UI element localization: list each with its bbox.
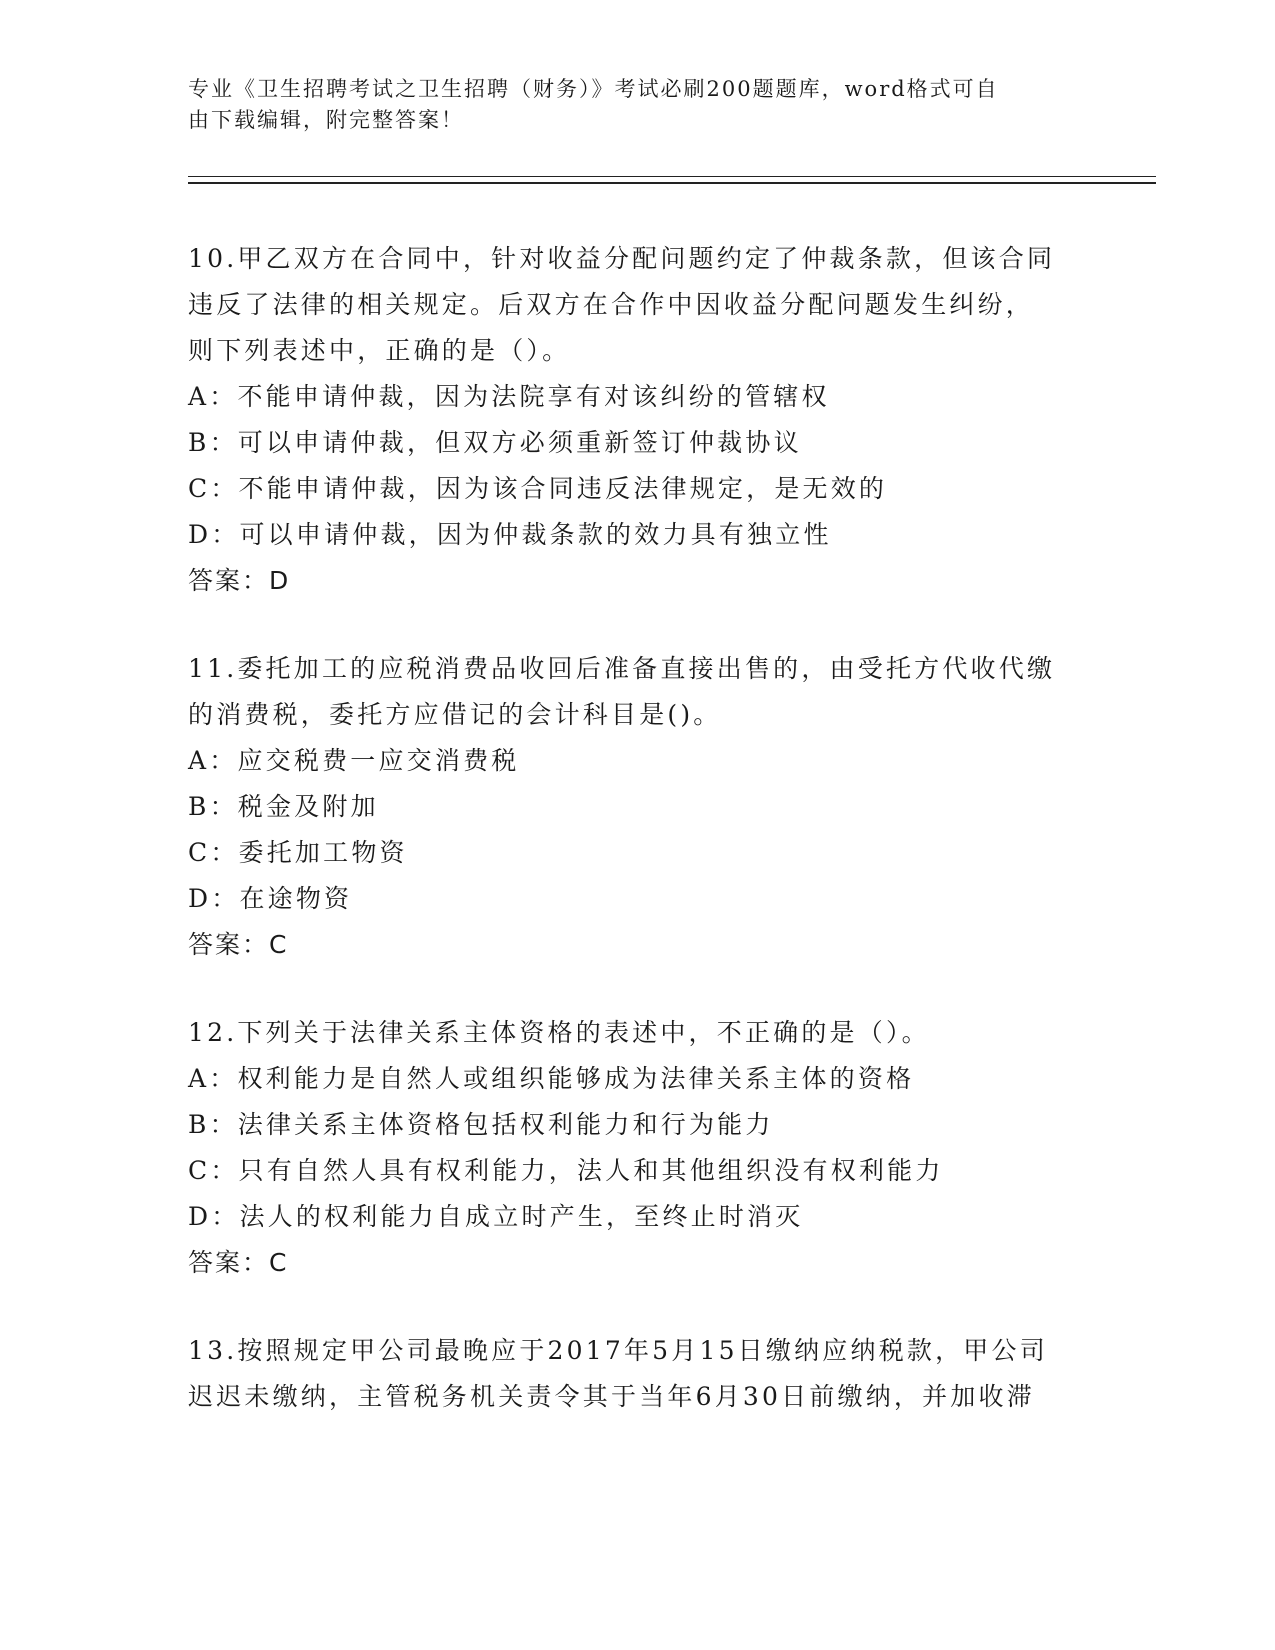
document-header xyxy=(188,74,1068,136)
answer-line: 答案：C xyxy=(188,930,289,959)
option-c xyxy=(188,1148,1088,1194)
option-text: 可以申请仲裁，但双方必须重新签订仲裁协议 xyxy=(237,428,802,457)
header-line: 由下载编辑，附完整答案！ xyxy=(188,108,464,132)
option-a xyxy=(188,1056,1088,1102)
option-key: B： xyxy=(188,792,238,821)
option-c xyxy=(188,830,1088,876)
option-text: 在途物资 xyxy=(239,884,353,913)
option-key: C： xyxy=(188,1156,239,1185)
option-d xyxy=(188,876,1088,922)
option-key: A： xyxy=(188,746,238,775)
question-item xyxy=(188,646,1088,968)
answer-line: 答案：C xyxy=(188,1248,289,1277)
option-key: D： xyxy=(188,1202,240,1231)
option-b xyxy=(188,420,1088,466)
header-line: 专业《卫生招聘考试之卫生招聘（财务）》考试必刷200题题库，word格式可自 xyxy=(188,77,999,101)
option-key: B： xyxy=(188,428,238,457)
question-stem-line: 10.甲乙双方在合同中，针对收益分配问题约定了仲裁条款，但该合同 xyxy=(188,244,1056,273)
question-stem-line: 则下列表述中，正确的是（）。 xyxy=(188,336,571,365)
option-a xyxy=(188,374,1088,420)
question-item xyxy=(188,236,1088,604)
option-b xyxy=(188,1102,1088,1148)
option-text: 委托加工物资 xyxy=(238,838,408,867)
header-divider xyxy=(188,182,1156,184)
option-text: 不能申请仲裁，因为该合同违反法律规定，是无效的 xyxy=(238,474,888,503)
answer-line: 答案：D xyxy=(188,566,291,595)
question-item xyxy=(188,1010,1088,1286)
option-text: 法人的权利能力自成立时产生，至终止时消灭 xyxy=(239,1202,804,1231)
question-item xyxy=(188,1328,1088,1420)
question-list xyxy=(188,236,1088,1462)
option-b xyxy=(188,784,1088,830)
header-divider xyxy=(188,176,1156,177)
option-key: A： xyxy=(188,1064,238,1093)
option-key: D： xyxy=(188,520,240,549)
option-key: C： xyxy=(188,474,239,503)
option-text: 只有自然人具有权利能力，法人和其他组织没有权利能力 xyxy=(238,1156,944,1185)
option-key: B： xyxy=(188,1110,238,1139)
question-stem-line: 11.委托加工的应税消费品收回后准备直接出售的，由受托方代收代缴 xyxy=(188,654,1056,683)
question-stem-line: 的消费税，委托方应借记的会计科目是()。 xyxy=(188,700,722,729)
option-key: A： xyxy=(188,382,238,411)
option-text: 法律关系主体资格包括权利能力和行为能力 xyxy=(237,1110,774,1139)
question-stem-line: 13.按照规定甲公司最晚应于2017年5月15日缴纳应纳税款，甲公司 xyxy=(188,1336,1048,1365)
option-a xyxy=(188,738,1088,784)
option-text: 权利能力是自然人或组织能够成为法律关系主体的资格 xyxy=(237,1064,915,1093)
option-c xyxy=(188,466,1088,512)
option-key: D： xyxy=(188,884,240,913)
question-stem-line: 12.下列关于法律关系主体资格的表述中，不正确的是（）。 xyxy=(188,1018,930,1047)
option-key: C： xyxy=(188,838,239,867)
option-d xyxy=(188,1194,1088,1240)
option-text: 应交税费一应交消费税 xyxy=(237,746,520,775)
option-d xyxy=(188,512,1088,558)
option-text: 可以申请仲裁，因为仲裁条款的效力具有独立性 xyxy=(239,520,832,549)
question-stem-line: 违反了法律的相关规定。后双方在合作中因收益分配问题发生纠纷， xyxy=(188,290,1035,319)
question-stem-line: 迟迟未缴纳，主管税务机关责令其于当年6月30日前缴纳，并加收滞 xyxy=(188,1382,1035,1411)
option-text: 税金及附加 xyxy=(237,792,379,821)
option-text: 不能申请仲裁，因为法院享有对该纠纷的管辖权 xyxy=(237,382,830,411)
